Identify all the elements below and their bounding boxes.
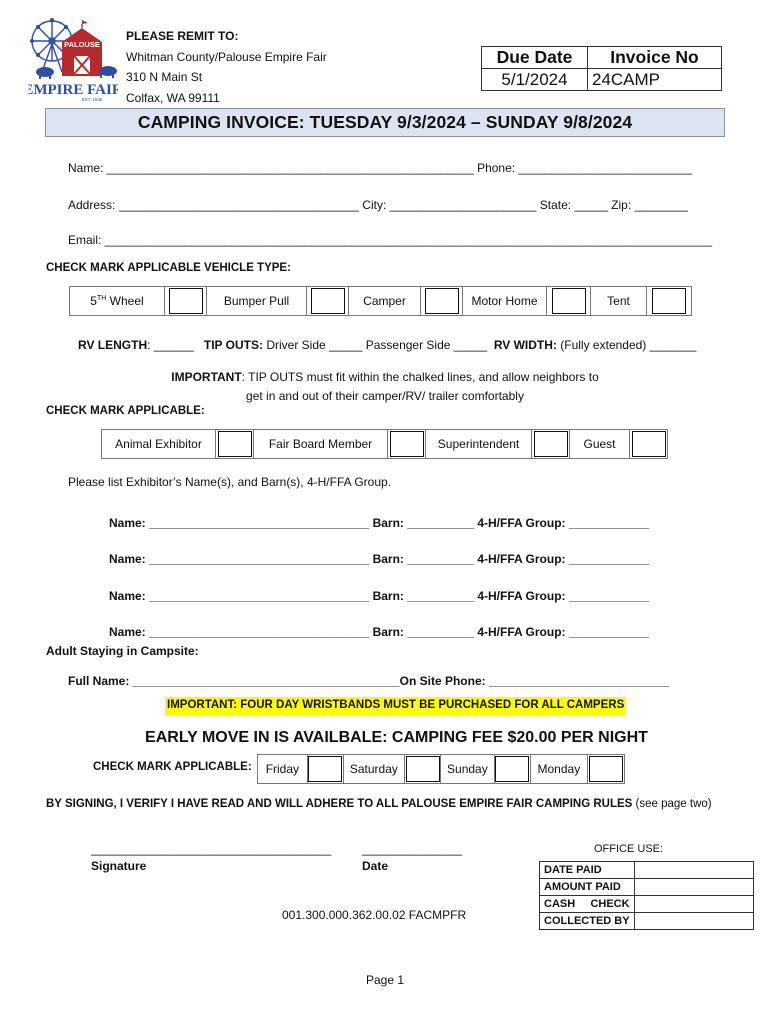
office-collected-by-value — [635, 913, 754, 930]
exhibitor-row[interactable]: Name: _________________________________ Barn: __________ 4-H/FFA Group: ____________ — [109, 552, 649, 567]
wristband-notice: IMPORTANT: FOUR DAY WRISTBANDS MUST BE PURCHASED FOR ALL CAMPERS — [165, 697, 626, 715]
role-superintendent-label: Superintendent — [426, 430, 532, 458]
tip-outs-blanks[interactable]: Driver Side _____ Passenger Side _____ — [266, 338, 488, 352]
day-saturday-checkbox[interactable] — [405, 755, 441, 783]
rv-length-label: RV LENGTH — [78, 338, 148, 352]
office-amount-paid-value — [635, 879, 754, 896]
day-saturday-label: Saturday — [344, 755, 406, 783]
rv-width-label: RV WIDTH: — [493, 338, 557, 352]
exhibitor-row[interactable]: Name: _________________________________ Barn: __________ 4-H/FFA Group: ____________ — [109, 588, 649, 603]
tip-outs-notice — [0, 368, 770, 406]
vehicle-type-heading: CHECK MARK APPLICABLE VEHICLE TYPE: — [46, 262, 291, 274]
role-options — [101, 429, 668, 459]
office-cash-check-label: CASH CHECK — [540, 896, 635, 913]
address-field[interactable]: Address: ____________________________________ City: ______________________ State: _____ Zip: ________ — [68, 198, 688, 212]
tip-notice-label: IMPORTANT — [171, 370, 242, 384]
invoice-no-value: 24CAMP — [588, 69, 722, 91]
office-collected-by-label: COLLECTED BY — [540, 913, 635, 930]
early-move-in-heading: EARLY MOVE IN IS AVAILBALE: CAMPING FEE $20.00 PER NIGHT — [145, 729, 648, 746]
logo-main-text: EMPIRE FAIR — [28, 82, 118, 98]
vehicle-5th-wheel-label: 5TH Wheel — [70, 287, 165, 315]
role-animal-exhibitor-label: Animal Exhibitor — [102, 430, 216, 458]
due-date-value: 5/1/2024 — [482, 69, 588, 91]
signature-label: Signature — [91, 859, 147, 873]
role-superintendent-checkbox[interactable] — [532, 430, 570, 458]
office-date-paid-label: DATE PAID — [540, 862, 635, 879]
page-number: Page 1 — [365, 973, 405, 987]
day-monday-label: Monday — [531, 755, 589, 783]
vehicle-camper-label: Camper — [349, 287, 421, 315]
tip-notice-line-1: : TIP OUTS must fit within the chalked lines, and allow neighbors to — [241, 370, 599, 384]
ferris-wheel-barn-logo-icon — [28, 14, 118, 102]
role-heading: CHECK MARK APPLICABLE: — [46, 405, 205, 417]
remit-address-block — [126, 26, 327, 108]
early-check-label: CHECK MARK APPLICABLE: — [93, 761, 252, 773]
invoice-no-header: Invoice No — [588, 47, 722, 69]
exhibitor-row[interactable]: Name: _________________________________ Barn: __________ 4-H/FFA Group: ____________ — [109, 516, 649, 530]
verify-statement — [46, 798, 712, 810]
day-sunday-label: Sunday — [441, 755, 495, 783]
vehicle-bumper-pull-checkbox[interactable] — [307, 287, 349, 315]
email-field[interactable]: Email: ___________________________________________________________________________________________ — [68, 233, 712, 247]
role-fair-board-label: Fair Board Member — [254, 430, 388, 458]
adult-heading: Adult Staying in Campsite: — [46, 644, 199, 658]
office-use-table — [539, 861, 754, 930]
logo-est-text: EST. 1945 — [81, 97, 103, 102]
verify-rest-text: (see page two) — [632, 798, 712, 810]
signature-line[interactable]: ____________________________________ — [91, 842, 332, 856]
account-code: 001.300.000.362.00.02 FACMPFR — [282, 908, 467, 922]
rv-width-blank[interactable]: (Fully extended) _______ — [560, 338, 697, 352]
office-use-heading: OFFICE USE: — [594, 843, 664, 855]
vehicle-type-options — [69, 286, 692, 316]
office-cash-check-value — [635, 896, 754, 913]
day-sunday-checkbox[interactable] — [495, 755, 531, 783]
vehicle-5th-wheel-checkbox[interactable] — [165, 287, 207, 315]
vehicle-tent-checkbox[interactable] — [647, 287, 691, 315]
remit-line-3: Colfax, WA 99111 — [126, 90, 220, 105]
day-friday-checkbox[interactable] — [308, 755, 344, 783]
day-friday-label: Friday — [258, 755, 308, 783]
office-date-paid-value — [635, 862, 754, 879]
vehicle-motor-home-label: Motor Home — [463, 287, 547, 315]
exhibitor-row[interactable]: Name: _________________________________ Barn: __________ 4-H/FFA Group: ____________ — [109, 625, 649, 640]
vehicle-motor-home-checkbox[interactable] — [547, 287, 591, 315]
exhibitor-intro: Please list Exhibitor’s Name(s), and Barn(s), 4-H/FFA Group. — [68, 475, 392, 489]
vehicle-camper-checkbox[interactable] — [421, 287, 463, 315]
tip-notice-line-2: get in and out of their camper/RV/ trailer comfortably — [246, 389, 524, 403]
name-phone-field[interactable]: Name: _______________________________________________________ Phone: __________________________ — [68, 161, 692, 175]
role-guest-label: Guest — [570, 430, 630, 458]
fair-logo — [28, 14, 118, 102]
role-fair-board-checkbox[interactable] — [388, 430, 426, 458]
adult-name-phone-field[interactable]: Full Name: ________________________________________On Site Phone: ___________________________ — [68, 674, 670, 688]
office-amount-paid-label: AMOUNT PAID — [540, 879, 635, 896]
vehicle-tent-label: Tent — [591, 287, 647, 315]
tip-outs-label: TIP OUTS: — [203, 338, 263, 352]
date-label: Date — [362, 859, 389, 873]
vehicle-bumper-pull-label: Bumper Pull — [207, 287, 307, 315]
remit-line-1: Whitman County/Palouse Empire Fair — [126, 49, 327, 64]
remit-heading: PLEASE REMIT TO: — [126, 29, 239, 43]
role-animal-exhibitor-checkbox[interactable] — [216, 430, 254, 458]
exhibitor-rows — [109, 505, 649, 651]
day-monday-checkbox[interactable] — [588, 755, 624, 783]
rv-length-blank[interactable]: : ______ — [147, 338, 194, 352]
rv-dimensions-line[interactable] — [78, 338, 696, 352]
verify-bold-text: BY SIGNING, I VERIFY I HAVE READ AND WILL ADHERE TO ALL PALOUSE EMPIRE FAIR CAMPING RULES — [46, 798, 633, 810]
invoice-info-table — [481, 46, 722, 91]
remit-line-2: 310 N Main St — [126, 70, 203, 84]
role-guest-checkbox[interactable] — [630, 430, 667, 458]
logo-top-text: PALOUSE — [64, 40, 100, 49]
due-date-header: Due Date — [482, 47, 588, 69]
date-line[interactable]: _______________ — [362, 842, 463, 856]
invoice-title: CAMPING INVOICE: TUESDAY 9/3/2024 – SUNDAY 9/8/2024 — [45, 108, 725, 137]
early-days-options — [257, 754, 625, 784]
